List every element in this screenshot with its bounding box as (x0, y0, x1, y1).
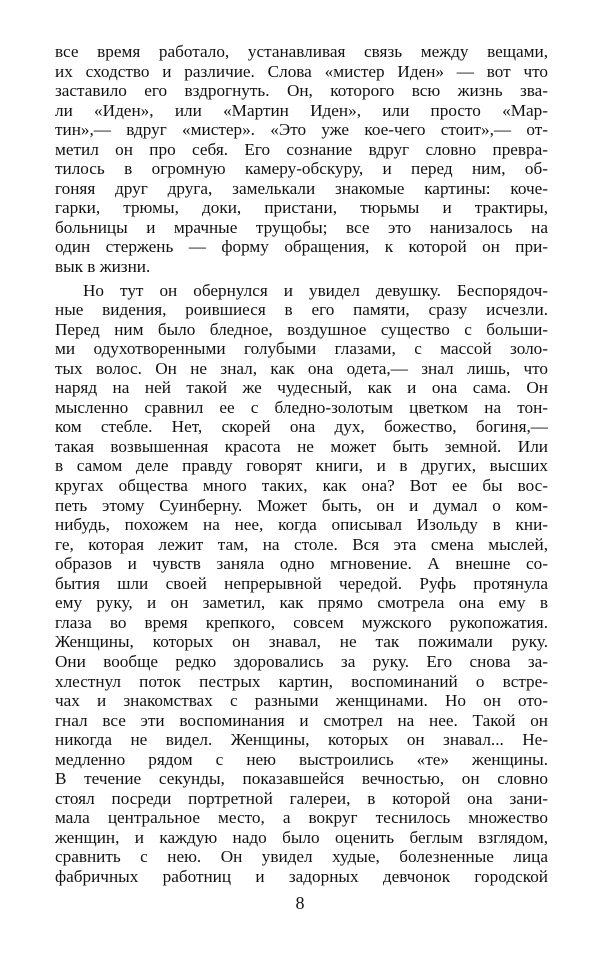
text-line: В течение секунды, показавшейся вечностью, он словно (55, 769, 548, 789)
text-line: такая возвышенная красота не может быть земной. Или (55, 436, 548, 456)
text-line: образов и чувств заняла одно мгновение. А внешне со- (55, 554, 548, 574)
text-line: Но тут он обернулся и увидел девушку. Беспорядоч- (83, 280, 548, 300)
text-line: гоняя друг друга, замелькали знакомые картины: коче- (55, 178, 548, 198)
book-page-text (55, 42, 548, 887)
text-line: глаза во время крепкого, совсем мужского рукопожатия. (55, 612, 548, 632)
text-line: в самом деле правду говорят книги, и в других, высших (55, 456, 548, 476)
text-line: ли «Иден», или «Мартин Иден», или просто «Мар- (55, 100, 548, 120)
text-line: тин»,— вдруг «мистер». «Это уже кое-чего стоит»,— от- (55, 120, 548, 140)
text-line: ему руку, и он заметил, как прямо смотрела она ему в (55, 593, 548, 613)
text-line: ми одухотворенными голубыми глазами, с массой золо- (55, 339, 548, 359)
paragraph-1 (55, 42, 548, 277)
text-line: кругах общества много таких, как она? Вот ее бы вос- (55, 476, 548, 496)
paragraph-2 (55, 281, 548, 887)
text-line: гнал все эти воспоминания и смотрел на нее. Такой он (55, 710, 548, 730)
text-line: женщин, и каждую надо было оценить беглым взглядом, (55, 827, 548, 847)
page-number: 8 (295, 893, 305, 913)
text-line: фабричных работниц и задорных девчонок городской (55, 866, 548, 886)
text-line: петь этому Суинберну. Может быть, он и думал о ком- (55, 495, 548, 515)
text-line: все время работало, устанавливая связь между вещами, (55, 42, 548, 61)
text-line: ге, которая лежит там, на столе. Вся эта смена мыслей, (55, 534, 548, 554)
text-line: Они вообще редко здоровались за руку. Его снова за- (55, 651, 548, 671)
text-line: Женщины, которых он знавал, не так пожимали руку. (55, 632, 548, 652)
text-line: наряд на ней такой же чудесный, как и она сама. Он (55, 378, 548, 398)
text-line: один стержень — форму обращения, к которой он при- (55, 237, 548, 257)
text-line: ком стебле. Нет, скорей она дух, божество, богиня,— (55, 417, 548, 437)
text-line: заставило его вздрогнуть. Он, которого всю жизнь зва- (55, 81, 548, 101)
text-line: нибудь, похожем на нее, когда описывал Изольду в кни- (55, 515, 548, 535)
text-line: сравнить с нею. Он увидел худые, болезненные лица (55, 847, 548, 867)
text-line: хлестнул поток пестрых картин, воспоминаний о встре- (55, 671, 548, 691)
text-line: гарки, трюмы, доки, пристани, тюрьмы и трактиры, (55, 198, 548, 218)
text-line: медленно рядом с нею выстроились «те» женщины. (55, 749, 548, 769)
text-line: бытия шли своей непрерывной чередой. Руфь протянула (55, 573, 548, 593)
text-line: тилось в огромную камеру-обскуру, и перед ним, об- (55, 159, 548, 179)
text-line: тых волос. Он не знал, как она одета,— знал лишь, что (55, 358, 548, 378)
text-line: Перед ним было бледное, воздушное существо с больши- (55, 319, 548, 339)
text-line: больницы и мрачные трущобы; все это нанизалось на (55, 217, 548, 237)
text-line: чах и знакомствах с разными женщинами. Но он ото- (55, 691, 548, 711)
text-line: ные видения, роившиеся в его памяти, сразу исчезли. (55, 300, 548, 320)
text-line: метил он про себя. Его сознание вдруг словно превра- (55, 139, 548, 159)
text-line: мысленно сравнил ее с бледно-золотым цветком на тон- (55, 397, 548, 417)
text-line: их сходство и различие. Слова «мистер Иден» — вот что (55, 61, 548, 81)
text-line: мала центральное место, а вокруг теснилось множество (55, 808, 548, 828)
text-line: стоял посреди портретной галереи, в которой она зани- (55, 788, 548, 808)
text-line: никогда не видел. Женщины, которых он знавал... Не- (55, 730, 548, 750)
text-line: вык в жизни. (55, 257, 151, 277)
